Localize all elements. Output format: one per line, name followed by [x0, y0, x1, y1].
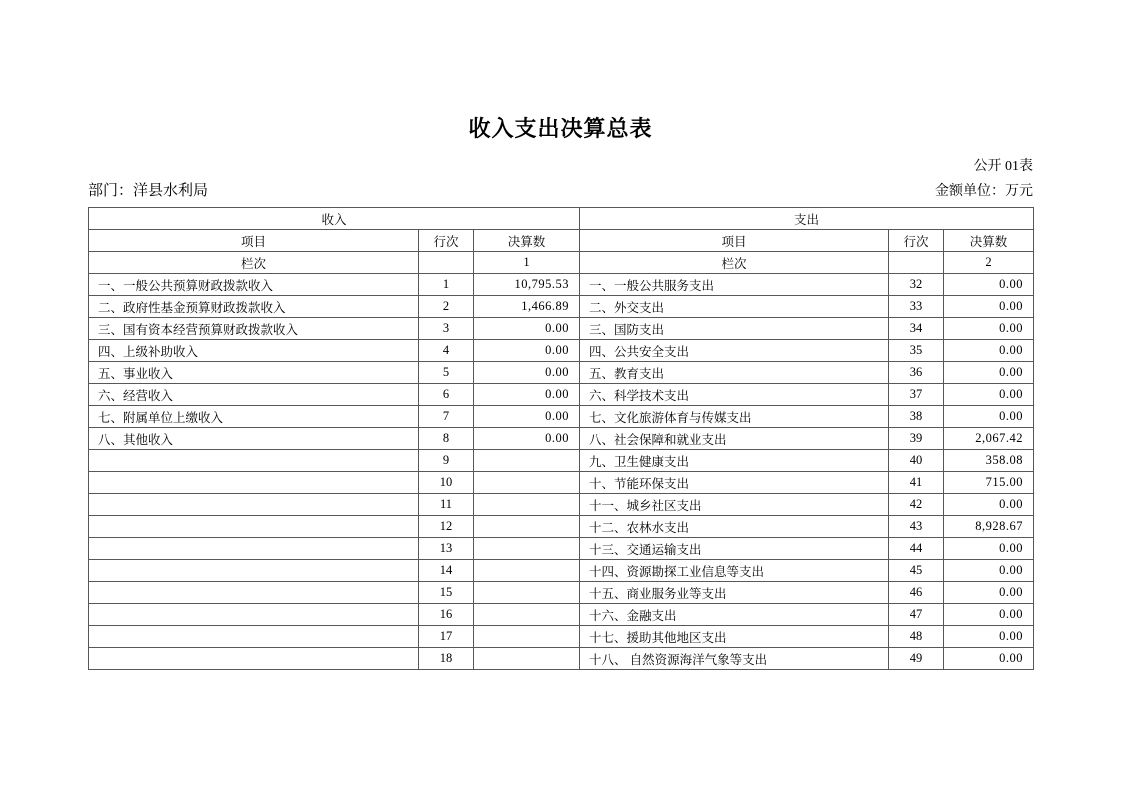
income-line-cell: 4 [419, 340, 474, 362]
section-header-row [89, 208, 1034, 230]
income-amount-cell: 0.00 [474, 406, 580, 428]
page-title: 收入支出决算总表 [468, 116, 653, 141]
expense-item-cell: 十三、交通运输支出 [580, 538, 889, 560]
income-amount-column-header: 决算数 [474, 230, 580, 252]
table-row [89, 450, 1034, 472]
form-number-label: 公开 01表 [973, 159, 1033, 174]
income-amount-cell [474, 648, 580, 670]
income-line-cell: 18 [419, 648, 474, 670]
income-amount-cell [474, 516, 580, 538]
expense-amount-cell: 0.00 [944, 384, 1034, 406]
table-row [89, 538, 1034, 560]
expense-item-cell: 二、外交支出 [580, 296, 889, 318]
table-row [89, 340, 1034, 362]
table-row [89, 626, 1034, 648]
income-line-cell: 7 [419, 406, 474, 428]
income-line-cell: 8 [419, 428, 474, 450]
table-row [89, 560, 1034, 582]
income-amount-cell [474, 472, 580, 494]
expense-item-cell: 十四、资源勘探工业信息等支出 [580, 560, 889, 582]
expense-line-cell: 49 [889, 648, 944, 670]
table-row [89, 362, 1034, 384]
income-item-cell [89, 450, 419, 472]
final-accounts-table [88, 207, 1034, 670]
table-row [89, 296, 1034, 318]
income-line-cell: 1 [419, 274, 474, 296]
income-line-cell: 3 [419, 318, 474, 340]
expense-item-cell: 十七、援助其他地区支出 [580, 626, 889, 648]
column-header-row [89, 230, 1034, 252]
income-item-cell [89, 604, 419, 626]
income-amount-cell [474, 450, 580, 472]
expense-line-cell: 38 [889, 406, 944, 428]
expense-line-cell: 41 [889, 472, 944, 494]
expense-line-cell: 32 [889, 274, 944, 296]
expense-line-cell: 46 [889, 582, 944, 604]
income-amount-cell [474, 604, 580, 626]
income-line-cell: 14 [419, 560, 474, 582]
income-item-cell: 一、一般公共预算财政拨款收入 [89, 274, 419, 296]
expense-amount-cell: 0.00 [944, 274, 1034, 296]
income-amount-cell: 1,466.89 [474, 296, 580, 318]
expense-item-cell: 三、国防支出 [580, 318, 889, 340]
expense-amount-cell: 0.00 [944, 604, 1034, 626]
expense-line-column-header: 行次 [889, 230, 944, 252]
expense-line-cell: 37 [889, 384, 944, 406]
income-line-cell: 10 [419, 472, 474, 494]
table-row [89, 428, 1034, 450]
expense-amount-cell: 0.00 [944, 626, 1034, 648]
income-line-cell: 13 [419, 538, 474, 560]
income-amount-cell [474, 538, 580, 560]
amount-unit-label: 金额单位：万元 [935, 184, 1033, 199]
income-item-cell: 八、其他收入 [89, 428, 419, 450]
expense-amount-cell: 0.00 [944, 362, 1034, 384]
expense-line-cell: 39 [889, 428, 944, 450]
income-line-cell: 6 [419, 384, 474, 406]
income-item-cell: 二、政府性基金预算财政拨款收入 [89, 296, 419, 318]
income-line-cell: 9 [419, 450, 474, 472]
expense-amount-cell: 0.00 [944, 318, 1034, 340]
table-row [89, 406, 1034, 428]
income-amount-cell: 0.00 [474, 362, 580, 384]
expense-line-cell: 40 [889, 450, 944, 472]
income-amount-cell [474, 626, 580, 648]
income-line-cell: 16 [419, 604, 474, 626]
income-item-cell: 四、上级补助收入 [89, 340, 419, 362]
table-row [89, 516, 1034, 538]
income-line-column-header: 行次 [419, 230, 474, 252]
income-amount-cell [474, 560, 580, 582]
income-amount-cell: 0.00 [474, 384, 580, 406]
income-column-index-blank [419, 252, 474, 274]
expense-amount-cell: 0.00 [944, 406, 1034, 428]
income-item-cell: 六、经营收入 [89, 384, 419, 406]
table-row [89, 472, 1034, 494]
income-line-cell: 11 [419, 494, 474, 516]
expense-amount-cell: 0.00 [944, 560, 1034, 582]
expense-item-cell: 九、卫生健康支出 [580, 450, 889, 472]
income-line-cell: 5 [419, 362, 474, 384]
expense-column-index-label: 栏次 [580, 252, 889, 274]
income-amount-cell: 0.00 [474, 318, 580, 340]
income-item-cell [89, 626, 419, 648]
expense-amount-cell: 358.08 [944, 450, 1034, 472]
expense-line-cell: 48 [889, 626, 944, 648]
expense-amount-column-header: 决算数 [944, 230, 1034, 252]
table-row [89, 582, 1034, 604]
expense-item-cell: 五、教育支出 [580, 362, 889, 384]
income-item-cell: 五、事业收入 [89, 362, 419, 384]
expense-amount-cell: 0.00 [944, 582, 1034, 604]
expense-line-cell: 47 [889, 604, 944, 626]
income-item-cell [89, 538, 419, 560]
income-amount-cell: 10,795.53 [474, 274, 580, 296]
income-line-cell: 12 [419, 516, 474, 538]
column-index-row [89, 252, 1034, 274]
expense-line-cell: 33 [889, 296, 944, 318]
expense-column-index-blank [889, 252, 944, 274]
income-column-index-label: 栏次 [89, 252, 419, 274]
expense-column-index-value: 2 [944, 252, 1034, 274]
expense-item-cell: 一、一般公共服务支出 [580, 274, 889, 296]
income-item-cell [89, 648, 419, 670]
expense-section-header: 支出 [580, 208, 1034, 230]
expense-item-cell: 七、文化旅游体育与传媒支出 [580, 406, 889, 428]
income-line-cell: 17 [419, 626, 474, 648]
expense-item-cell: 四、公共安全支出 [580, 340, 889, 362]
table-body [89, 274, 1034, 670]
income-amount-cell [474, 582, 580, 604]
table-row [89, 384, 1034, 406]
income-line-cell: 2 [419, 296, 474, 318]
expense-line-cell: 45 [889, 560, 944, 582]
expense-amount-cell: 0.00 [944, 538, 1034, 560]
income-item-cell: 七、附属单位上缴收入 [89, 406, 419, 428]
income-item-cell: 三、国有资本经营预算财政拨款收入 [89, 318, 419, 340]
expense-item-cell: 十八、 自然资源海洋气象等支出 [580, 648, 889, 670]
income-item-cell [89, 560, 419, 582]
income-item-column-header: 项目 [89, 230, 419, 252]
expense-item-cell: 十二、农林水支出 [580, 516, 889, 538]
income-amount-cell: 0.00 [474, 340, 580, 362]
table-row [89, 318, 1034, 340]
expense-amount-cell: 2,067.42 [944, 428, 1034, 450]
income-item-cell [89, 494, 419, 516]
income-section-header: 收入 [89, 208, 580, 230]
expense-item-cell: 十、节能环保支出 [580, 472, 889, 494]
income-item-cell [89, 582, 419, 604]
expense-amount-cell: 0.00 [944, 296, 1034, 318]
income-amount-cell: 0.00 [474, 428, 580, 450]
expense-line-cell: 36 [889, 362, 944, 384]
document-content [88, 0, 1033, 670]
table-header [89, 208, 1034, 274]
expense-line-cell: 44 [889, 538, 944, 560]
expense-line-cell: 35 [889, 340, 944, 362]
table-row [89, 274, 1034, 296]
expense-line-cell: 34 [889, 318, 944, 340]
income-item-cell [89, 516, 419, 538]
expense-item-cell: 十六、金融支出 [580, 604, 889, 626]
department-label: 部门：洋县水利局 [88, 183, 209, 199]
expense-item-cell: 十一、城乡社区支出 [580, 494, 889, 516]
expense-line-cell: 42 [889, 494, 944, 516]
expense-item-cell: 十五、商业服务业等支出 [580, 582, 889, 604]
expense-item-cell: 六、科学技术支出 [580, 384, 889, 406]
expense-amount-cell: 0.00 [944, 494, 1034, 516]
table-row [89, 604, 1034, 626]
expense-item-column-header: 项目 [580, 230, 889, 252]
income-line-cell: 15 [419, 582, 474, 604]
expense-line-cell: 43 [889, 516, 944, 538]
income-amount-cell [474, 494, 580, 516]
income-column-index-value: 1 [474, 252, 580, 274]
expense-amount-cell: 8,928.67 [944, 516, 1034, 538]
expense-amount-cell: 715.00 [944, 472, 1034, 494]
expense-item-cell: 八、社会保障和就业支出 [580, 428, 889, 450]
meta-row [88, 181, 1033, 202]
table-row [89, 494, 1034, 516]
expense-amount-cell: 0.00 [944, 648, 1034, 670]
expense-amount-cell: 0.00 [944, 340, 1034, 362]
income-item-cell [89, 472, 419, 494]
table-row [89, 648, 1034, 670]
